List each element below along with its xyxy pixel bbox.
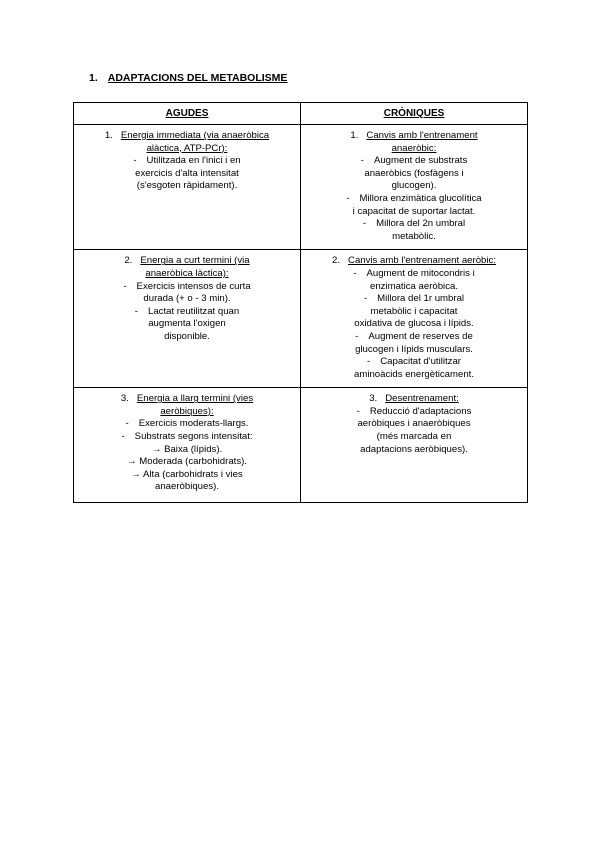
header-agudes: AGUDES [74,103,301,125]
cell-chronic-1 [301,125,528,250]
list-item: - Substrats segons intensitat: → Baixa (lípids). → Moderada (carbohidrats). → Alta (carbohidrats i vies anaeròbiques). [121,431,253,493]
list-item: - Lactat reutilitzat quan augmenta l'oxigen disponible. [134,305,240,342]
list-item: - Reducció d'adaptacions aeròbiques i anaeròbiques (més marcada en adaptacions aeròbiques). [356,405,472,455]
cell-title: 2. Canvis amb l'entrenament aeròbic: [332,255,496,267]
cell-title: 1. Energia immediata (via anaeròbica alàctica, ATP-PCr): [104,130,270,154]
list-item: - Augment de substrats anaeròbics (fosfàgens i glucogen). [360,155,468,192]
list-item: - Utilitzada en l'inici i en exercicis d'alta intensitat (s'esgoten ràpidament). [133,155,241,192]
header-croniques: CRÒNIQUES [301,103,528,125]
list-item: - Exercicis moderats-llargs. [125,418,249,430]
section-title: ADAPTACIONS DEL METABOLISME [107,72,288,84]
cell-acute-3 [74,388,301,503]
cell-title: 2. Energia a curt termini (via anaeròbica làctica): [124,255,250,279]
cell-acute-1 [74,125,301,250]
list-item: - Millora del 2n umbral metabòlic. [362,218,466,242]
cell-title: 3. Desentrenament: [369,393,459,405]
section-heading [89,72,287,84]
list-item: - Augment de reserves de glucogen i lípids musculars. [355,330,473,355]
adaptations-table [73,102,528,503]
list-item: - Exercicis intensos de curta durada (+ o - 3 min). [123,280,251,305]
cell-acute-2 [74,250,301,388]
list-item: - Capacitat d'utilitzar aminoàcids energèticament. [354,356,474,380]
section-number: 1. [89,72,98,84]
cell-chronic-2 [301,250,528,388]
cell-title: 1. Canvis amb l'entrenament anaeròbic: [350,130,478,154]
cell-title: 3. Energia a llarg termini (vies aeròbiques): [120,393,254,417]
list-item: - Millora enzimàtica glucolítica i capacitat de suportar lactat. [346,192,482,217]
list-item: - Augment de mitocondris i enzimatica aeròbica. [353,267,475,292]
cell-chronic-3 [301,388,528,503]
list-item: - Millora del 1r umbral metabòlic i capacitat oxidativa de glucosa i lípids. [354,293,474,330]
